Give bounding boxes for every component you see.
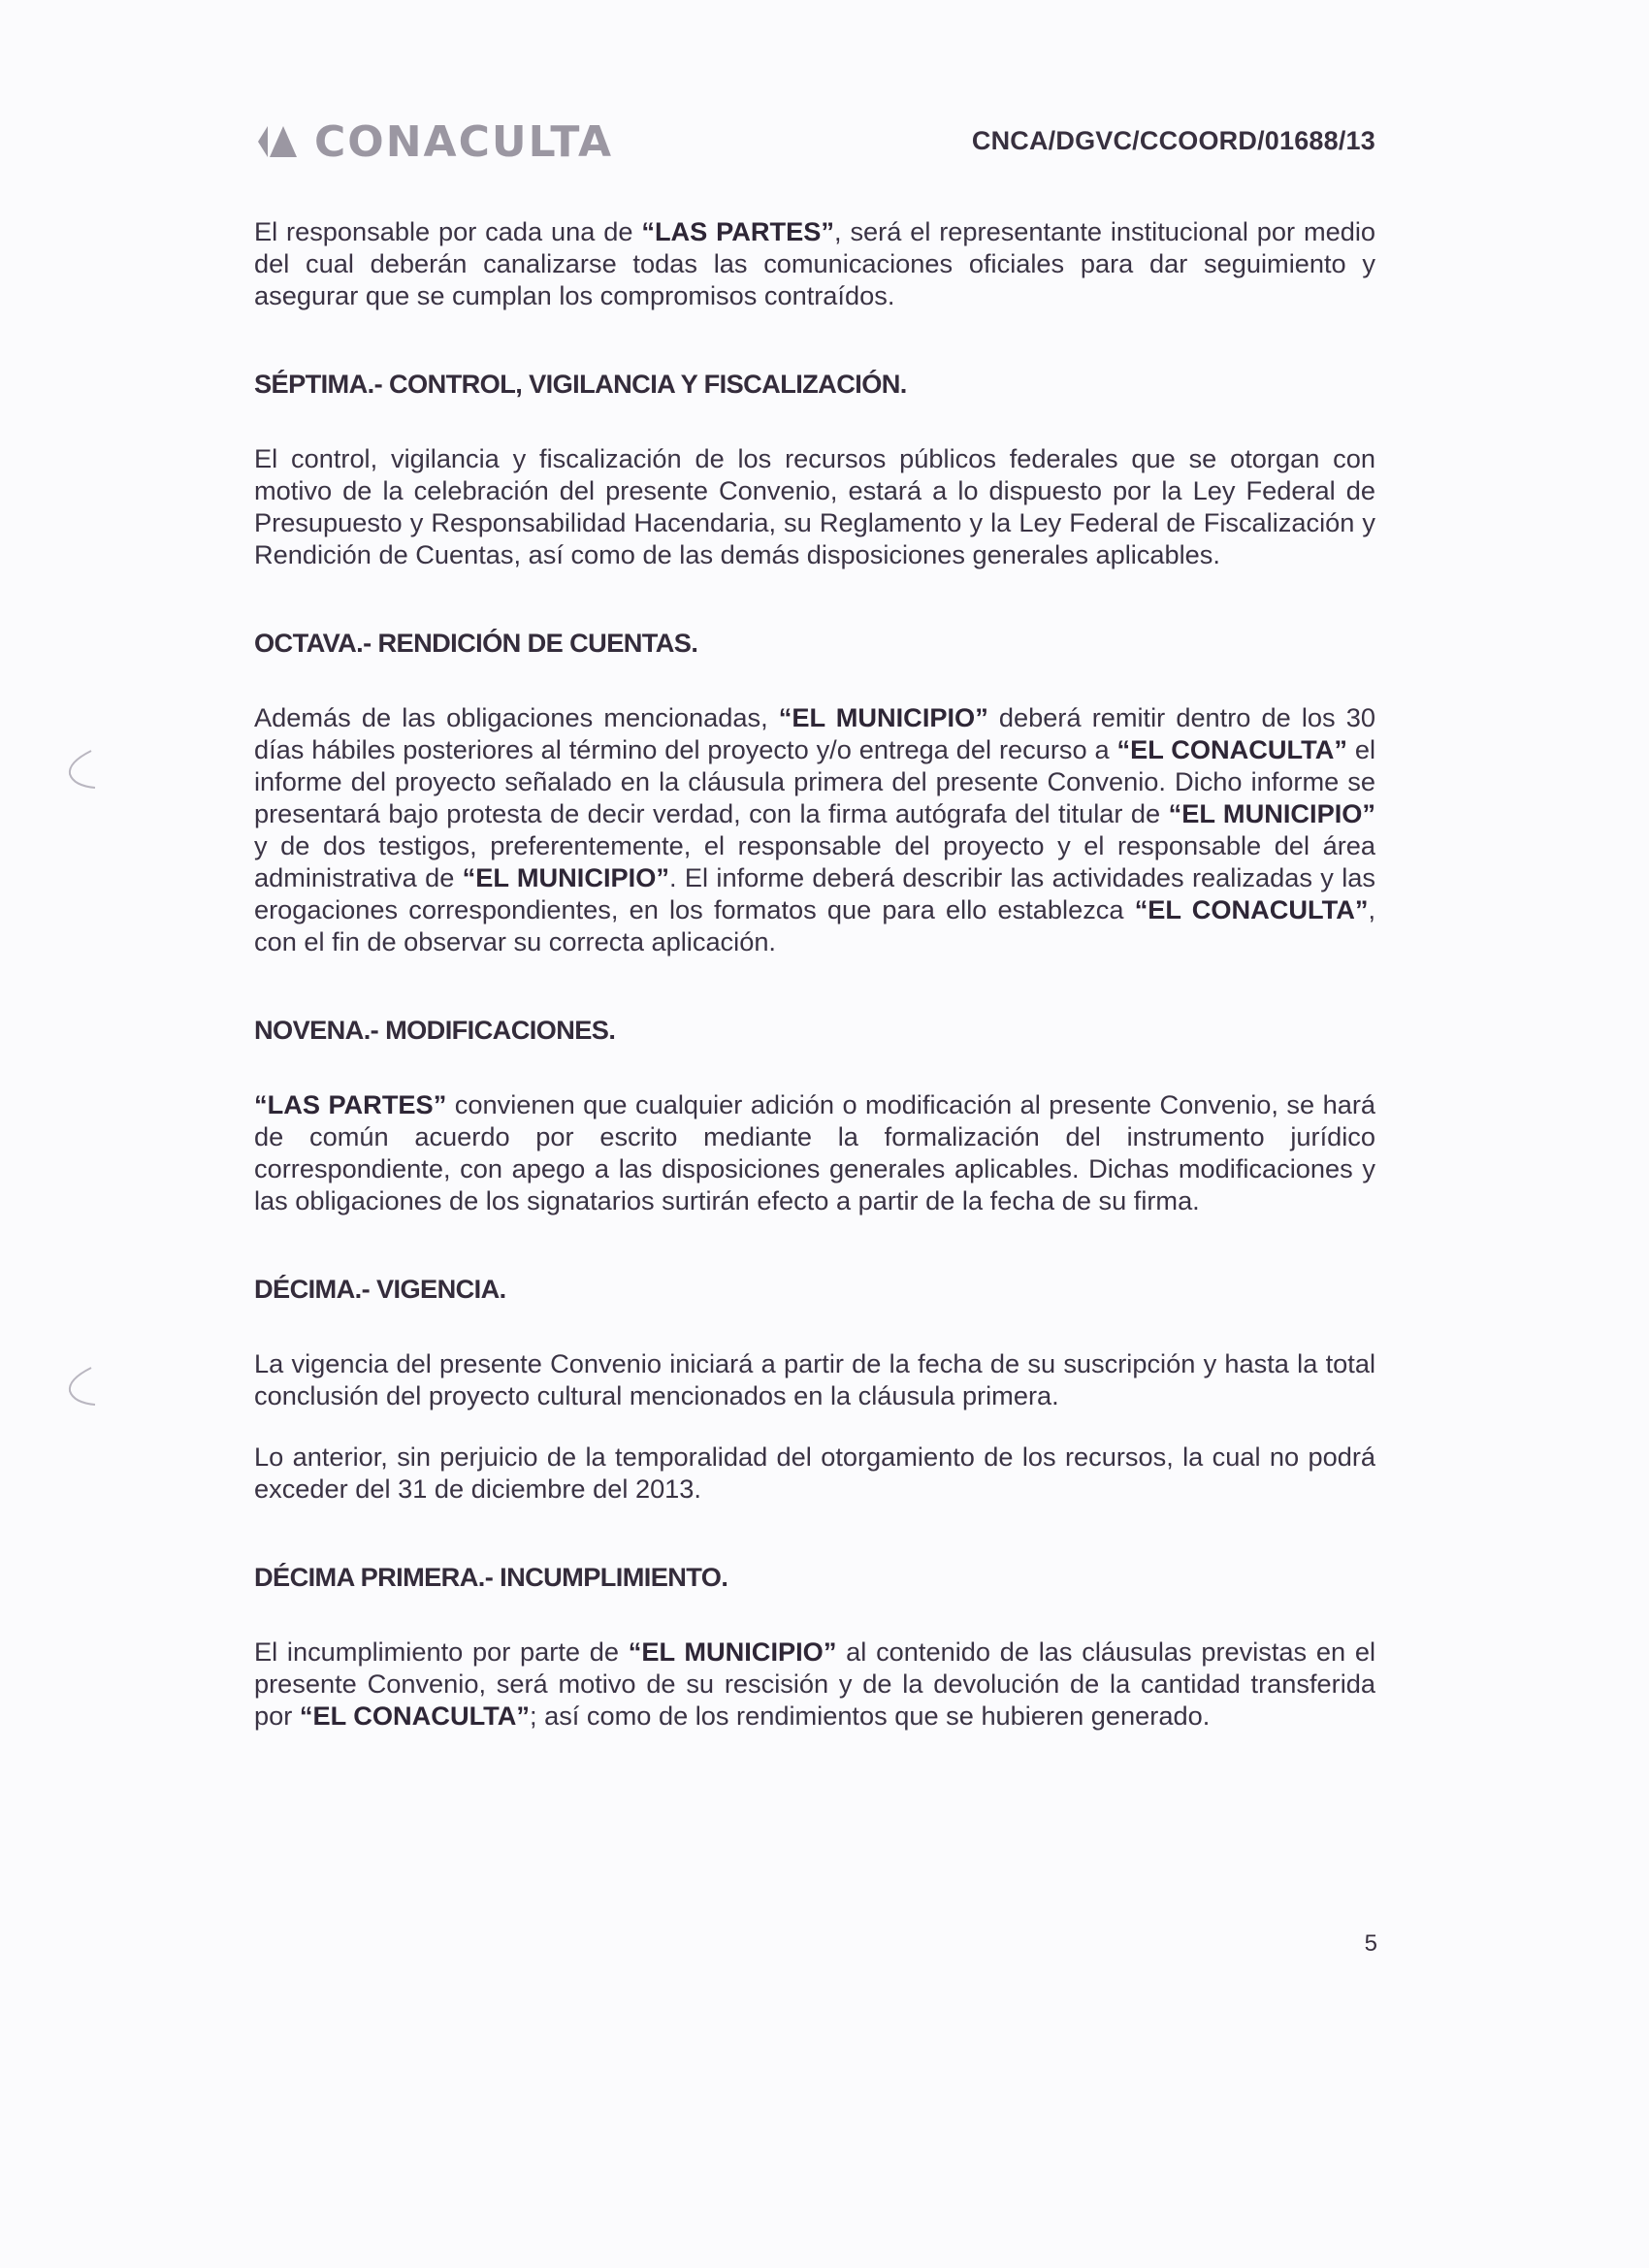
octava-text-1: Además de las obligaciones mencionadas, (254, 702, 779, 732)
punch-hole-mark-icon (62, 747, 99, 792)
septima-heading: SÉPTIMA.- CONTROL, VIGILANCIA Y FISCALIZACIÓN. (254, 369, 907, 399)
octava-bold-5: “EL CONACULTA” (1134, 894, 1369, 924)
decima-primera-text-3: ; así como de los rendimientos que se hubieren generado. (529, 1701, 1211, 1731)
decima-primera-paragraph (254, 1636, 1375, 1732)
octava-bold-3: “EL MUNICIPIO” (1168, 798, 1376, 828)
octava-text-6: , con el fin de observar su correcta aplicación. (254, 894, 1375, 956)
decima-paragraph-1: La vigencia del presente Convenio iniciará a partir de la fecha de su suscripción y hasta la total conclusión del proyecto cultural mencionados en la cláusula primera. (254, 1348, 1375, 1410)
octava-text-3: el informe del proyecto señalado en la cláusula primera del presente Convenio. Dicho informe se presentará bajo protesta de decir verdad, con la firma autógrafa del titular de (254, 734, 1375, 828)
septima-paragraph: El control, vigilancia y fiscalización de los recursos públicos federales que se otorgan con motivo de la celebración del presente Convenio, estará a lo dispuesto por la Ley Federal de Presupuesto y Responsabilidad Hacendaria, su Reglamento y la Ley Federal de Fiscalización y Rendición de Cuentas, así como de las demás disposiciones generales aplicables. (254, 443, 1375, 569)
decima-paragraph-2: Lo anterior, sin perjuicio de la temporalidad del otorgamiento de los recursos, la cual no podrá exceder del 31 de diciembre del 2013. (254, 1442, 1375, 1504)
octava-paragraph (254, 701, 1375, 957)
octava-text-2: deberá remitir dentro de los 30 días hábiles posteriores al término del proyecto y/o entrega del recurso a (254, 702, 1375, 764)
octava-text-4: y de dos testigos, preferentemente, el responsable del proyecto y el responsable del área administrativa de (254, 830, 1375, 892)
novena-heading: NOVENA.- MODIFICACIONES. (254, 1015, 616, 1045)
decima-primera-text-2: al contenido de las cláusulas previstas en el presente Convenio, será motivo de su rescisión y de la devolución de la cantidad transferida por (254, 1636, 1376, 1731)
conaculta-mark-icon (254, 122, 305, 161)
octava-bold-1: “EL MUNICIPIO” (778, 702, 988, 732)
decima-primera-heading: DÉCIMA PRIMERA.- INCUMPLIMIENTO. (254, 1562, 728, 1592)
document-body (254, 215, 1375, 1788)
octava-bold-2: “EL CONACULTA” (1116, 734, 1347, 764)
intro-text-2: , será el representante institucional por medio del cual deberán canalizarse todas las comunicaciones oficiales para dar seguimiento y asegurar que se cumplan los compromisos contraídos. (254, 216, 1375, 310)
novena-bold-1: “LAS PARTES” (254, 1089, 447, 1119)
decima-primera-bold-2: “EL CONACULTA” (299, 1701, 530, 1731)
octava-text-5: . El informe deberá describir las actividades realizadas y las erogaciones correspondientes, en los formatos que para ello establezca (254, 862, 1375, 924)
decima-primera-text-1: El incumplimiento por parte de (254, 1636, 629, 1667)
conaculta-logo (254, 114, 613, 169)
page-number: 5 (1364, 1930, 1377, 1957)
octava-heading: OCTAVA.- RENDICIÓN DE CUENTAS. (254, 628, 698, 658)
document-reference: CNCA/DGVC/CCOORD/01688/13 (971, 126, 1375, 155)
decima-primera-bold-1: “EL MUNICIPIO” (628, 1636, 837, 1667)
logo-text: CONACULTA (314, 116, 613, 167)
decima-heading: DÉCIMA.- VIGENCIA. (254, 1274, 506, 1304)
intro-bold-1: “LAS PARTES” (641, 216, 835, 246)
novena-text-1: convienen que cualquier adición o modificación al presente Convenio, se hará de común acuerdo por escrito mediante la formalización del instrumento jurídico correspondiente, con apego a las disposiciones generales aplicables. Dichas modificaciones y las obligaciones de los signatarios surtirán efecto a partir de la fecha de su firma. (254, 1089, 1375, 1215)
novena-paragraph (254, 1088, 1375, 1216)
intro-text-1: El responsable por cada una de (254, 216, 642, 246)
punch-hole-mark-icon (62, 1364, 99, 1409)
intro-paragraph (254, 215, 1375, 311)
octava-bold-4: “EL MUNICIPIO” (462, 862, 669, 892)
